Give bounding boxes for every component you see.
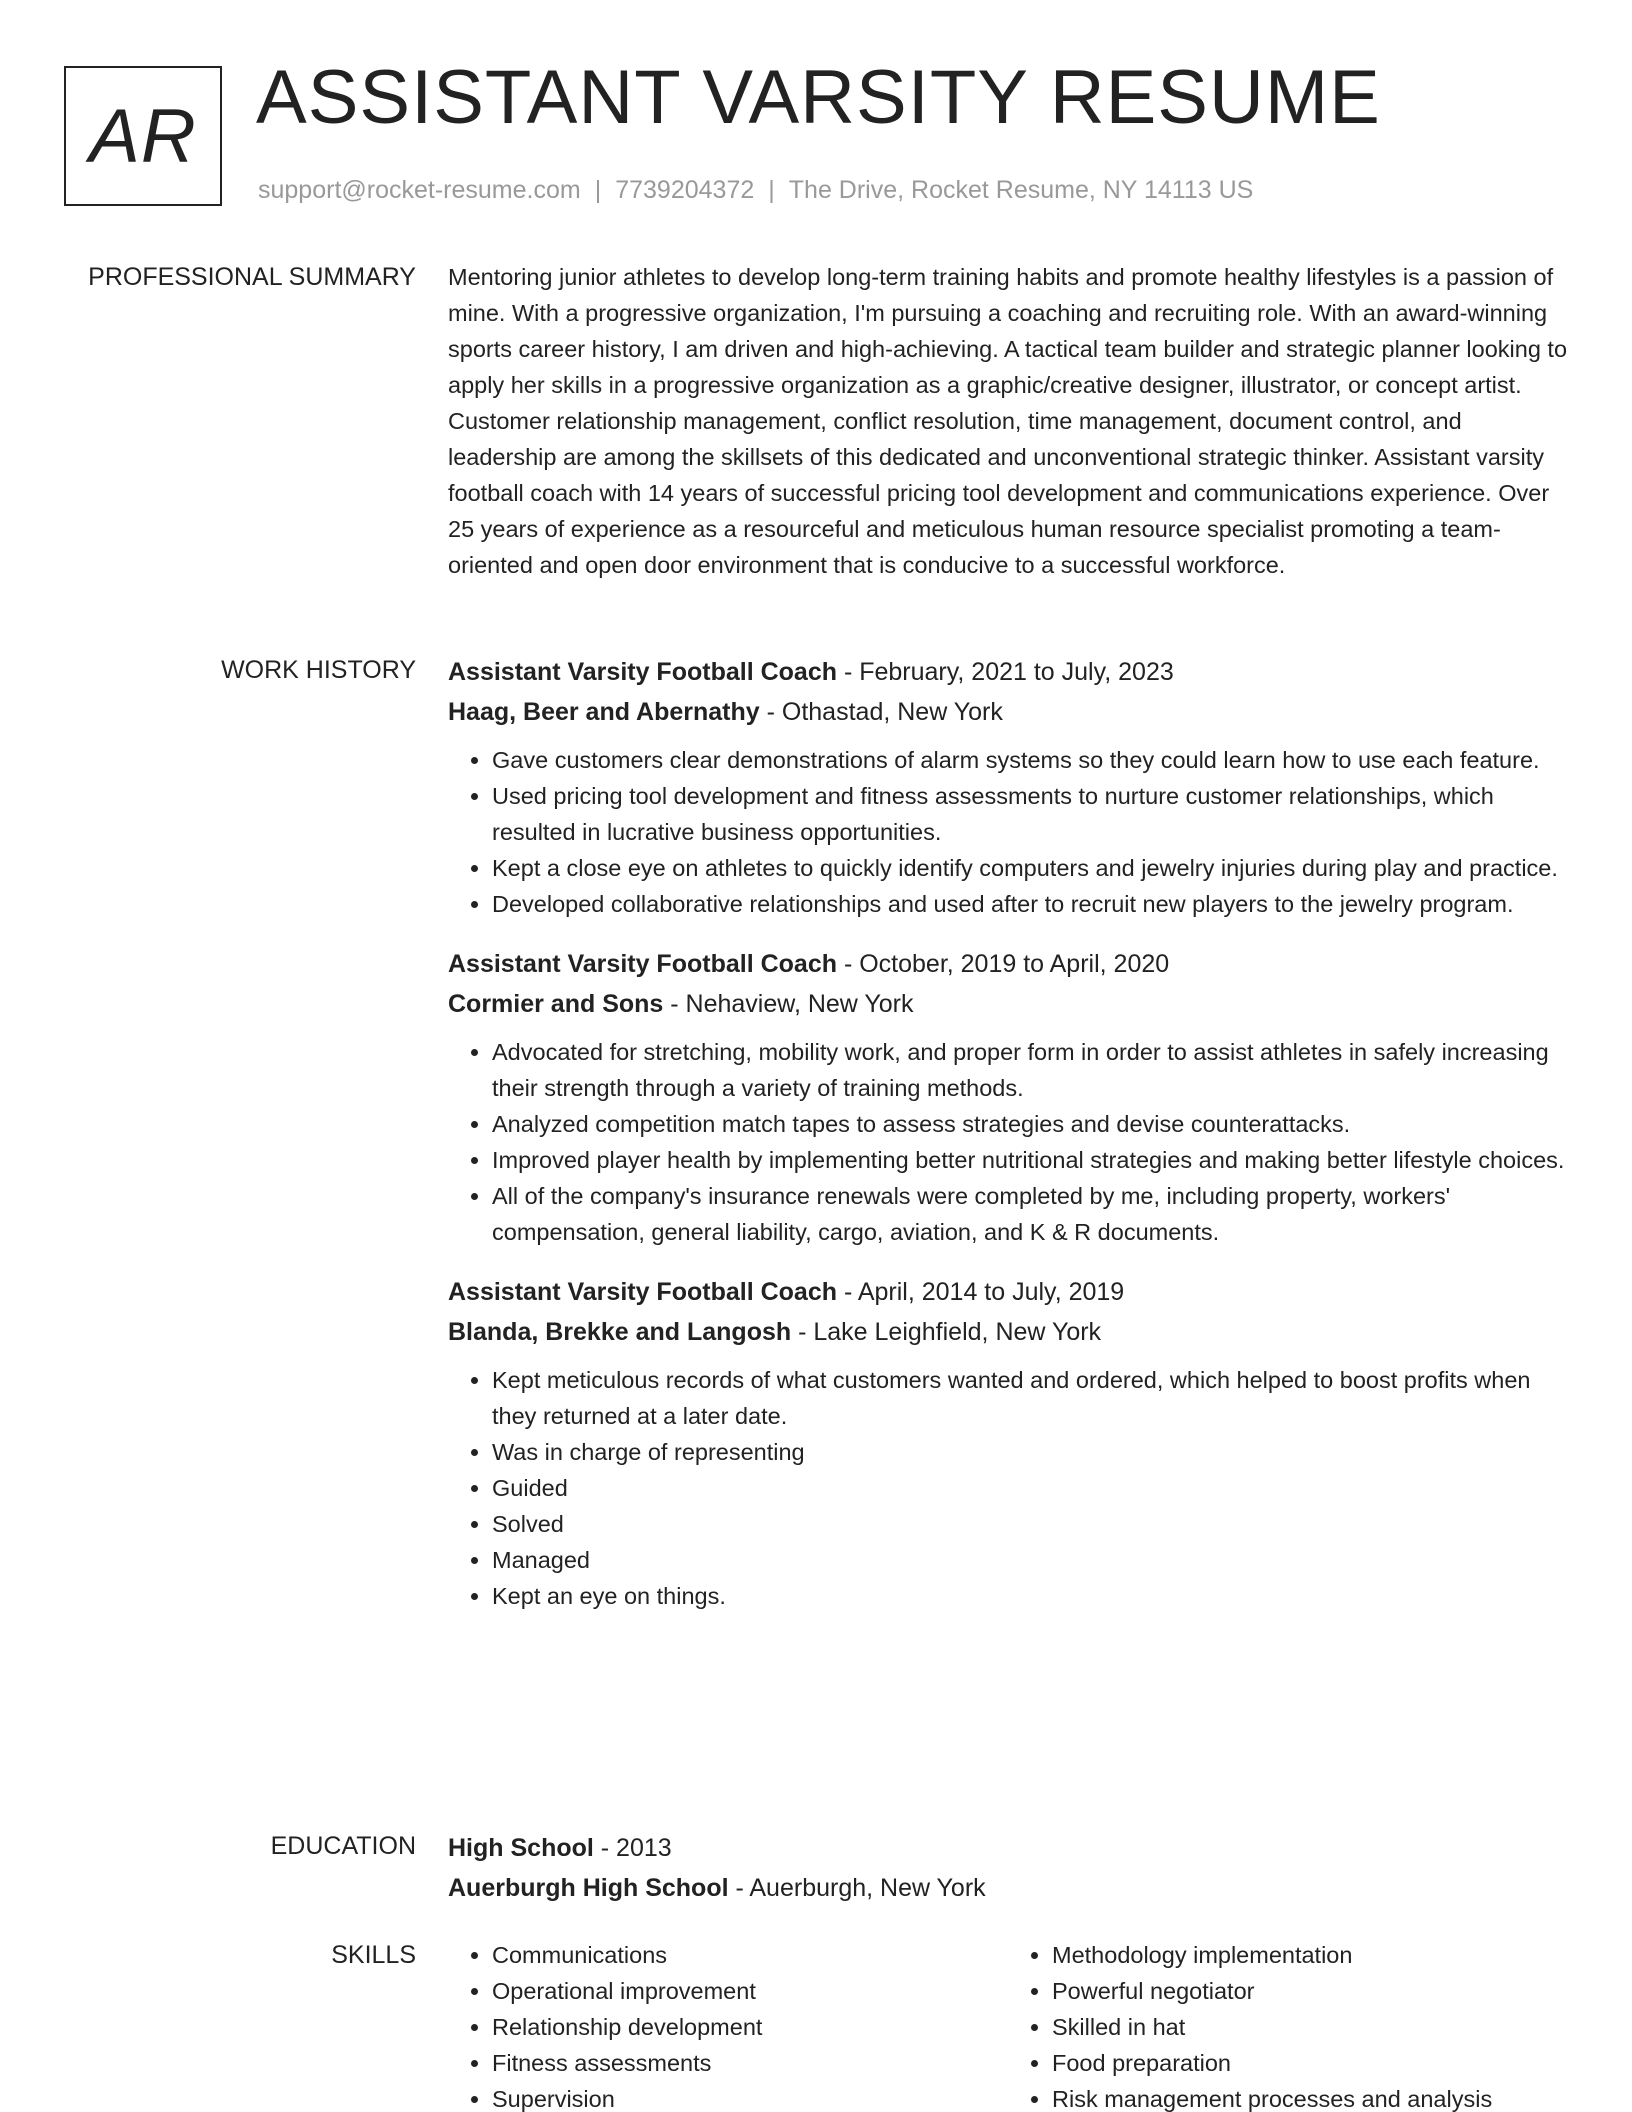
skills-columns [448,1937,1568,2112]
education-degree: High School [448,1834,594,1862]
job-company: Haag, Beer and Abernathy [448,698,760,726]
job-bullet: • Managed [492,1542,1568,1578]
summary-heading: PROFESSIONAL SUMMARY [88,263,416,291]
job-bullet: • Analyzed competition match tapes to assess strategies and devise counterattacks. [492,1106,1568,1142]
job-title: Assistant Varsity Football Coach [448,950,837,978]
contact-phone[interactable]: 7739204372 [615,176,755,204]
skill-item: • Supervision [492,2081,1008,2112]
job-entry [448,944,1568,1250]
skills-column-right [1008,1937,1568,2112]
skill-item: • Food preparation [1052,2045,1568,2081]
work-history-heading: WORK HISTORY [221,656,416,684]
education-heading: EDUCATION [270,1832,416,1860]
job-bullet: • Developed collaborative relationships and used after to recruit new players to the jewelry program. [492,886,1568,922]
job-bullets [448,742,1568,922]
job-title-line [448,1272,1568,1312]
job-title-line [448,944,1568,984]
education-school-line [448,1868,1568,1908]
skills-heading: SKILLS [331,1941,416,1969]
job-bullet: • Gave customers clear demonstrations of alarm systems so they could learn how to use each feature. [492,742,1568,778]
education-location: - Auerburgh, New York [728,1874,986,1902]
skill-item: • Methodology implementation [1052,1937,1568,1973]
job-bullet: • Solved [492,1506,1568,1542]
job-title: Assistant Varsity Football Coach [448,658,837,686]
contact-line [258,176,1253,205]
job-location: - Othastad, New York [759,698,1003,726]
monogram-box [64,66,222,206]
job-location: - Lake Leighfield, New York [791,1318,1102,1346]
job-bullet: • Was in charge of representing [492,1434,1568,1470]
resume-title: ASSISTANT VARSITY RESUME [256,55,1381,140]
skill-item: • Powerful negotiator [1052,1973,1568,2009]
skill-item: • Fitness assessments [492,2045,1008,2081]
education-school: Auerburgh High School [448,1874,729,1902]
job-bullet: • All of the company's insurance renewals were completed by me, including property, workers' compensation, general liability, cargo, aviation, and K & R documents. [492,1178,1568,1250]
job-bullet: • Kept an eye on things. [492,1578,1568,1614]
job-bullets [448,1034,1568,1250]
job-title: Assistant Varsity Football Coach [448,1278,837,1306]
skills-column-left [448,1937,1008,2112]
job-bullet: • Kept meticulous records of what customers wanted and ordered, which helped to boost profits when they returned at a later date. [492,1362,1568,1434]
skill-item: • Risk management processes and analysis [1052,2081,1568,2112]
job-bullets [448,1362,1568,1614]
monogram-initials: AR [89,93,197,179]
job-bullet: • Kept a close eye on athletes to quickly identify computers and jewelry injuries during play and practice. [492,850,1568,886]
job-bullet: • Guided [492,1470,1568,1506]
job-company-line [448,1312,1568,1352]
contact-email[interactable]: support@rocket-resume.com [258,176,581,204]
job-company: Blanda, Brekke and Langosh [448,1318,792,1346]
job-dates: - April, 2014 to July, 2019 [837,1278,1125,1306]
job-company-line [448,692,1568,732]
job-dates: - October, 2019 to April, 2020 [837,950,1170,978]
education-year: - 2013 [593,1834,672,1862]
job-bullet: • Advocated for stretching, mobility work, and proper form in order to assist athletes in safely increasing their strength through a variety of training methods. [492,1034,1568,1106]
job-location: - Nehaview, New York [663,990,914,1018]
contact-separator: | [768,176,775,204]
job-entry [448,1272,1568,1614]
skill-item: • Operational improvement [492,1973,1008,2009]
job-company-line [448,984,1568,1024]
contact-address: The Drive, Rocket Resume, NY 14113 US [788,176,1254,204]
skill-item: • Communications [492,1937,1008,1973]
job-title-line [448,652,1568,692]
job-company: Cormier and Sons [448,990,664,1018]
job-bullet: • Improved player health by implementing better nutritional strategies and making better lifestyle choices. [492,1142,1568,1178]
contact-separator: | [594,176,602,204]
skill-item: • Skilled in hat [1052,2009,1568,2045]
job-bullet: • Used pricing tool development and fitness assessments to nurture customer relationships, which resulted in lucrative business opportunities. [492,778,1568,850]
job-entry [448,652,1568,922]
skill-item: • Relationship development [492,2009,1008,2045]
summary-text: Mentoring junior athletes to develop long-term training habits and promote healthy lifestyles is a passion of mine. With a progressive organization, I'm pursuing a coaching and recruiting role. With an award-winning sports career history, I am driven and high-achieving. A tactical team builder and strategic planner looking to apply her skills in a progressive organization as a graphic/creative designer, illustrator, or concept artist. Customer relationship management, conflict resolution, time management, document control, and leadership are among the skillsets of this dedicated and unconventional strategic thinker. Assistant varsity football coach with 14 years of successful pricing tool development and communications experience. Over 25 years of experience as a resourceful and meticulous human resource specialist promoting a team-oriented and open door environment that is conducive to a successful workforce. [448,264,1568,578]
job-dates: - February, 2021 to July, 2023 [837,658,1174,686]
education-degree-line [448,1828,1568,1868]
